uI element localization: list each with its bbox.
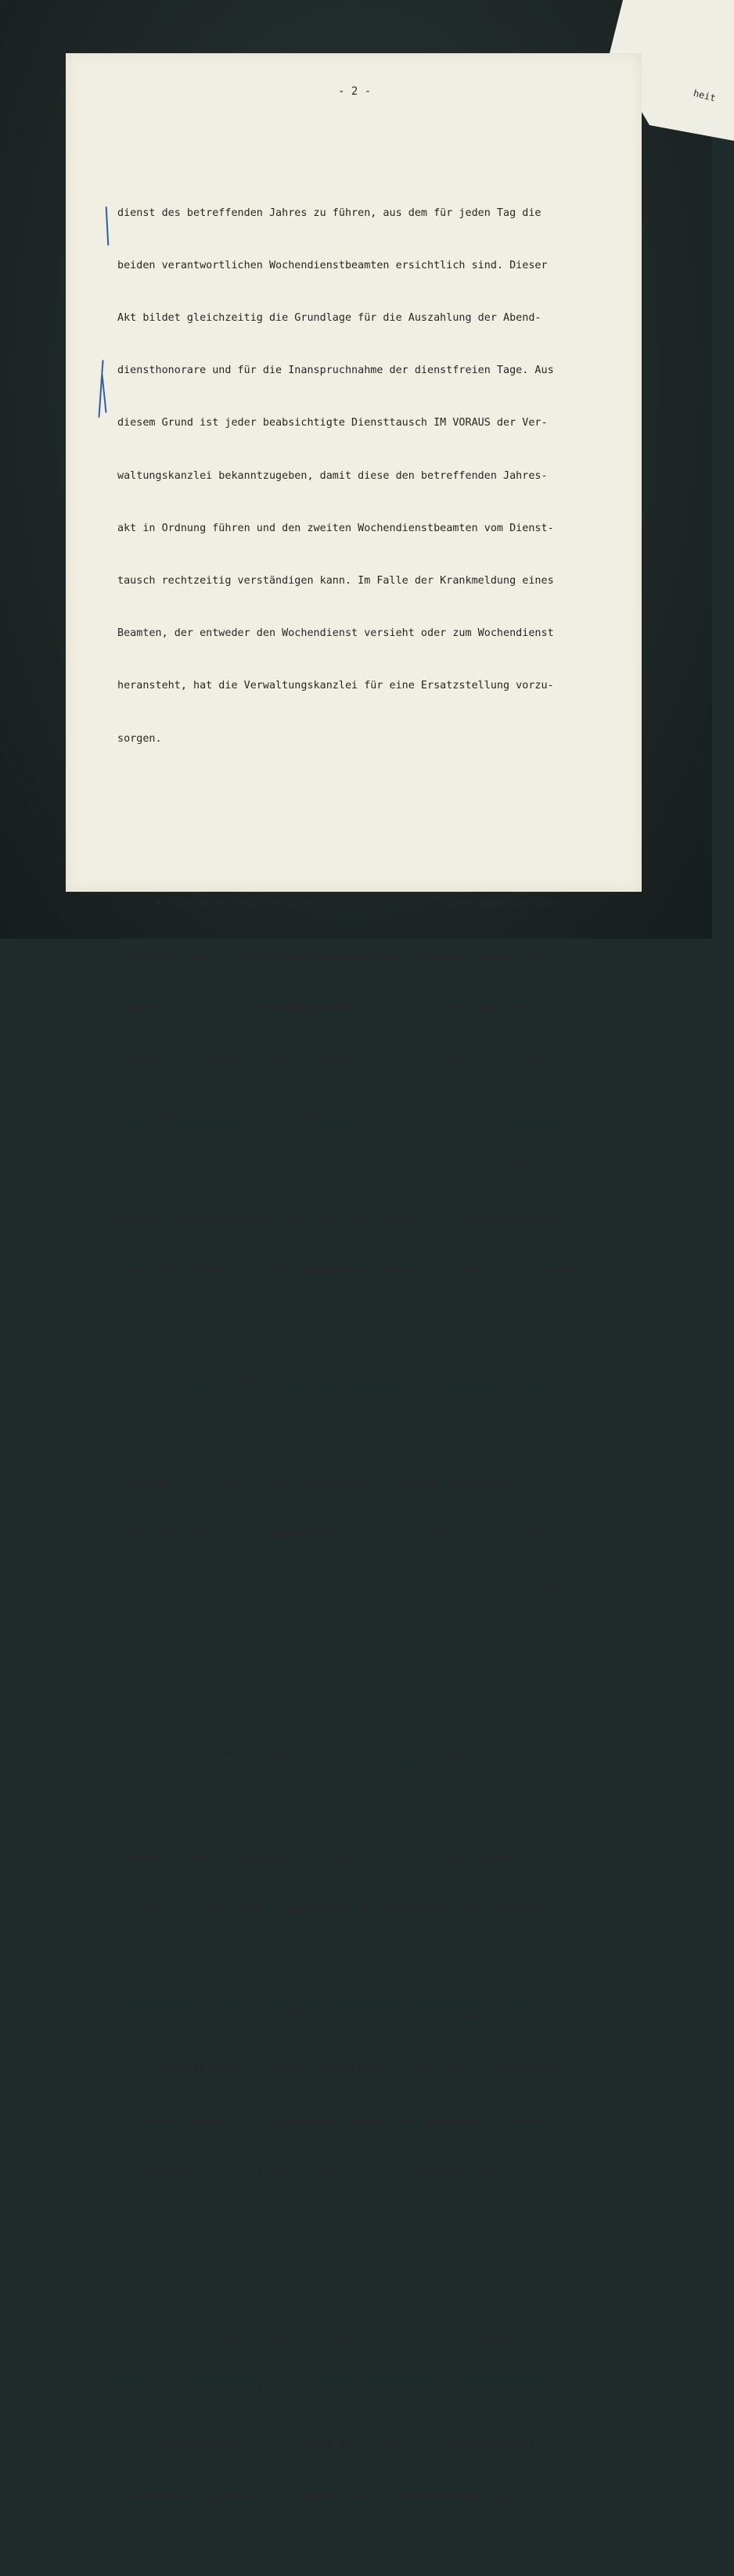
text-line: Falle des Stromausfalles während der Abendöffnungszeit das Einschalten: [117, 1529, 560, 1541]
text-line: essen die Sicherheit in den Schauräumen gewährleistet bleibt; ein anderes: [117, 1266, 579, 1278]
text-line: akt in Ordnung führen und den zweiten Wochendienstbeamten vom Dienst-: [117, 522, 554, 534]
text-line: seher melden dem auf den Rundgang befindlichen diensthabenden Beamten: [117, 2010, 554, 2022]
text-line: sowie bei der Garderobe besonders an Regentagen der Betrieb klaglos ab-: [117, 1161, 567, 1173]
text-line: schalten des Lichtes in den Schauräumen und auf den Gängen oder im: [117, 1476, 535, 1489]
overlapping-sheet-text: heit: [692, 88, 718, 104]
text-line: 8. An Samstagen, Sonn- und Feiertagen erhält der diensthabende: [117, 2333, 548, 2345]
text-line: zeugt sich vom reibungslosen Ablauf des Dienstbetriebes in den Schau-: [117, 950, 554, 963]
text-line: sonsten sind beobachtete Mängel durch den Oberaufseher als unmittel-: [117, 1905, 548, 1917]
text-line: erschienene Aufseher; er hat hierauf unter dem Gesichtspunkt der Sicher-: [117, 2491, 573, 2503]
text-line: Beamte des wissenschaftlichen Dienstes vom beigegebenen Wochendienst: [117, 2386, 548, 2398]
text-line: diensthonorare und für die Inanspruchnahme der dienstfreien Tage. Aus: [117, 365, 554, 377]
text-line: 6. Der diensthabende Beamte des wissenschaftlichen Dienstes über-: [117, 898, 567, 911]
text-line: Ausnahme der Wagenburg. Dieser Rundgang dient das eine Mal der Kontrol-: [117, 1055, 567, 1068]
paragraph-6: [117, 860, 642, 1632]
page-number: - 2 -: [338, 85, 372, 98]
text-line: Oberaufseher ihren Dienst im Sinne der für sie ergangenen Dienstan-: [117, 1799, 542, 1812]
text-line: "Alles in Ordnung" ist. Die Aufseher melden und grüßen nicht, damit: [117, 2115, 542, 2127]
text-line: lassen der Säle gezwungen werden. Er veranlaßt durch den beigegebenen: [117, 1371, 554, 1384]
paragraph-7: [117, 1710, 642, 2219]
text-line: 7. Auf den Rundgängen ist auch zu beachten, ob die Aufseher und die: [117, 1747, 579, 1759]
paragraph-5-continued: [117, 170, 642, 783]
text-line: gewickelt wird; das andere Mal, ob beim Ablösen der Aufseher zum Mittag-: [117, 1213, 573, 1226]
text-line: sie dadurch nicht von ihrer Aufsichtsaufgabe abgelenkt werden.: [117, 2168, 510, 2180]
text-line: Beamten, der entweder den Wochendienst versieht oder zum Wochendienst: [117, 627, 554, 640]
text-line: dienst des betreffenden Jahres zu führen, aus dem für jeden Tag die: [117, 207, 542, 219]
text-line: Mal, ob gegen Ende der Besuchszeit die Besucher nicht vorzeitig zum Ver-: [117, 1318, 573, 1331]
text-line: Wochendienstbeamten der Verwaltungskanzlei an dunklen Tagen das Ein-: [117, 1424, 548, 1436]
text-line: baren Vorgesetzten der Aufseher abstellen zu lassen. Die Oberauf-: [117, 1957, 529, 1970]
text-line: tausch rechtzeitig verständigen kann. Im Falle der Krankmeldung eines: [117, 575, 554, 587]
text-line: Akt bildet gleichzeitig die Grundlage für die Auszahlung der Abend-: [117, 312, 542, 325]
document-page: [66, 53, 642, 2503]
text-line: der Verwaltungskanzlei die Meldung über allenfalls nicht zum Dienst: [117, 2438, 542, 2451]
text-line: beiden verantwortlichen Wochendienstbeamten ersichtlich sind. Dieser: [117, 259, 548, 271]
text-line: waltungskanzlei bekanntzugeben, damit diese den betreffenden Jahres-: [117, 469, 548, 482]
document-body: [117, 135, 642, 2576]
text-line: sorgen.: [117, 732, 162, 745]
text-line: des wissenschaftlichen Dienstes unauffällig, daß in ihrem Dienstbereich: [117, 2062, 567, 2075]
text-line: der Notbeleuchtung und eine allenfalls notwendige Sperre der Sammlungen.: [117, 1581, 573, 1593]
text-line: weisung versehen. Bei Gefahr im Verzug ist sofort einzugreifen, an-: [117, 1852, 542, 1864]
text-line: le, ob das Öffnen der Schauräume zeitgerecht erfolgt und bei der Kassa: [117, 1108, 560, 1121]
text-line: räumen täglich auf einem Rundgang durch alle geöffneten Sammlungen mit: [117, 1003, 560, 1015]
text-line: heransteht, hat die Verwaltungskanzlei für eine Ersatzstellung vorzu-: [117, 680, 554, 692]
paragraph-8: [117, 2296, 642, 2542]
text-line: diesem Grund ist jeder beabsichtigte Diensttausch IM VORAUS der Ver-: [117, 417, 548, 429]
